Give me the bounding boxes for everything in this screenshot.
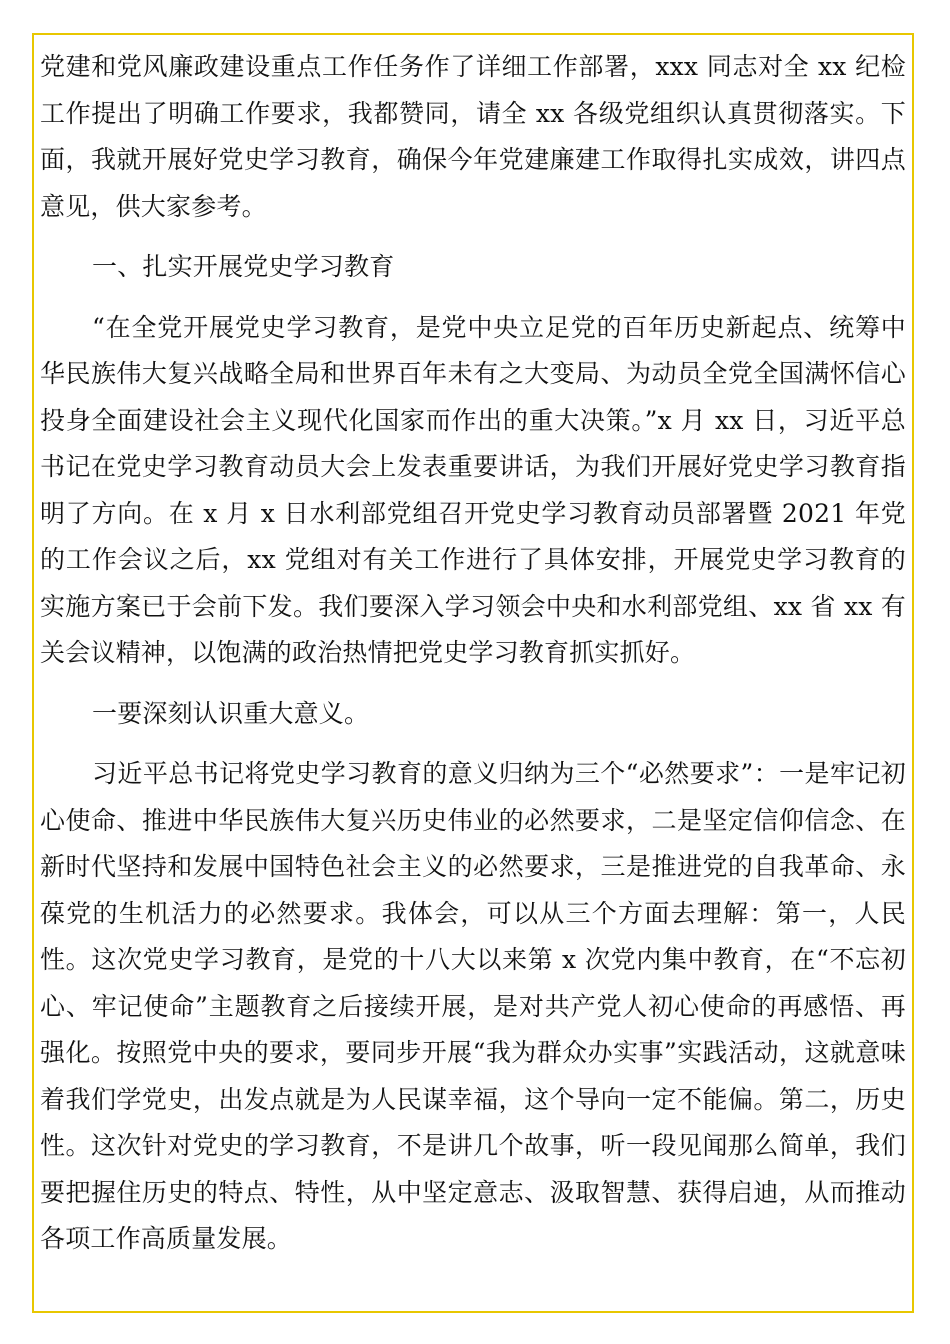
paragraph-party-history-education: “在全党开展党史学习教育，是党中央立足党的百年历史新起点、统筹中华民族伟大复兴战略全局和世界百年未有之大变局、为动员全党全国满怀信心投身全面建设社会主义现代化国家而作出的重大决策。”x 月 xx 日，习近平总书记在党史学习教育动员大会上发表重要讲话，为我们开展好党史学习教育指明了方向。在 x 月 x 日水利部党组召开党史学习教育动员部署暨 2021 年党的工作会议之后，xx 党组对有关工作进行了具体安排，开展党史学习教育的实施方案已于会前下发。我们要深入学习领会中央和水利部党组、xx 省 xx 有关会议精神，以饱满的政治热情把党史学习教育抓实抓好。 [40, 312, 906, 667]
paragraph-spacer [40, 677, 906, 691]
paragraph-spacer [40, 737, 906, 751]
paragraph-spacer [40, 230, 906, 244]
subheading-significance: 一要深刻认识重大意义。 [92, 698, 370, 728]
section-heading-1: 一、扎实开展党史学习教育 [92, 252, 395, 281]
paragraph-intro: 党建和党风廉政建设重点工作任务作了详细工作部署，xxx 同志对全 xx 纪检工作提出了明确工作要求，我都赞同，请全 xx 各级党组织认真贯彻落实。下面，我就开展好党史学习教育，确保今年党建廉建工作取得扎实成效，讲四点意见，供大家参考。 [40, 52, 906, 221]
document-body [40, 44, 906, 1263]
paragraph-spacer [40, 291, 906, 305]
paragraph-three-requirements: 习近平总书记将党史学习教育的意义归纳为三个“必然要求”：一是牢记初心使命、推进中华民族伟大复兴历史伟业的必然要求，二是坚定信仰信念、在新时代坚持和发展中国特色社会主义的必然要求，三是推进党的自我革命、永葆党的生机活力的必然要求。我体会，可以从三个方面去理解：第一，人民性。这次党史学习教育，是党的十八大以来第 x 次党内集中教育，在“不忘初心、牢记使命”主题教育之后接续开展，是对共产党人初心使命的再感悟、再强化。按照党中央的要求，要同步开展“我为群众办实事”实践活动，这就意味着我们学党史，出发点就是为人民谋幸福，这个导向一定不能偏。第二，历史性。这次针对党史的学习教育，不是讲几个故事，听一段见闻那么简单，我们要把握住历史的特点、特性，从中坚定意志、汲取智慧、获得启迪，从而推动各项工作高质量发展。 [40, 759, 906, 1253]
